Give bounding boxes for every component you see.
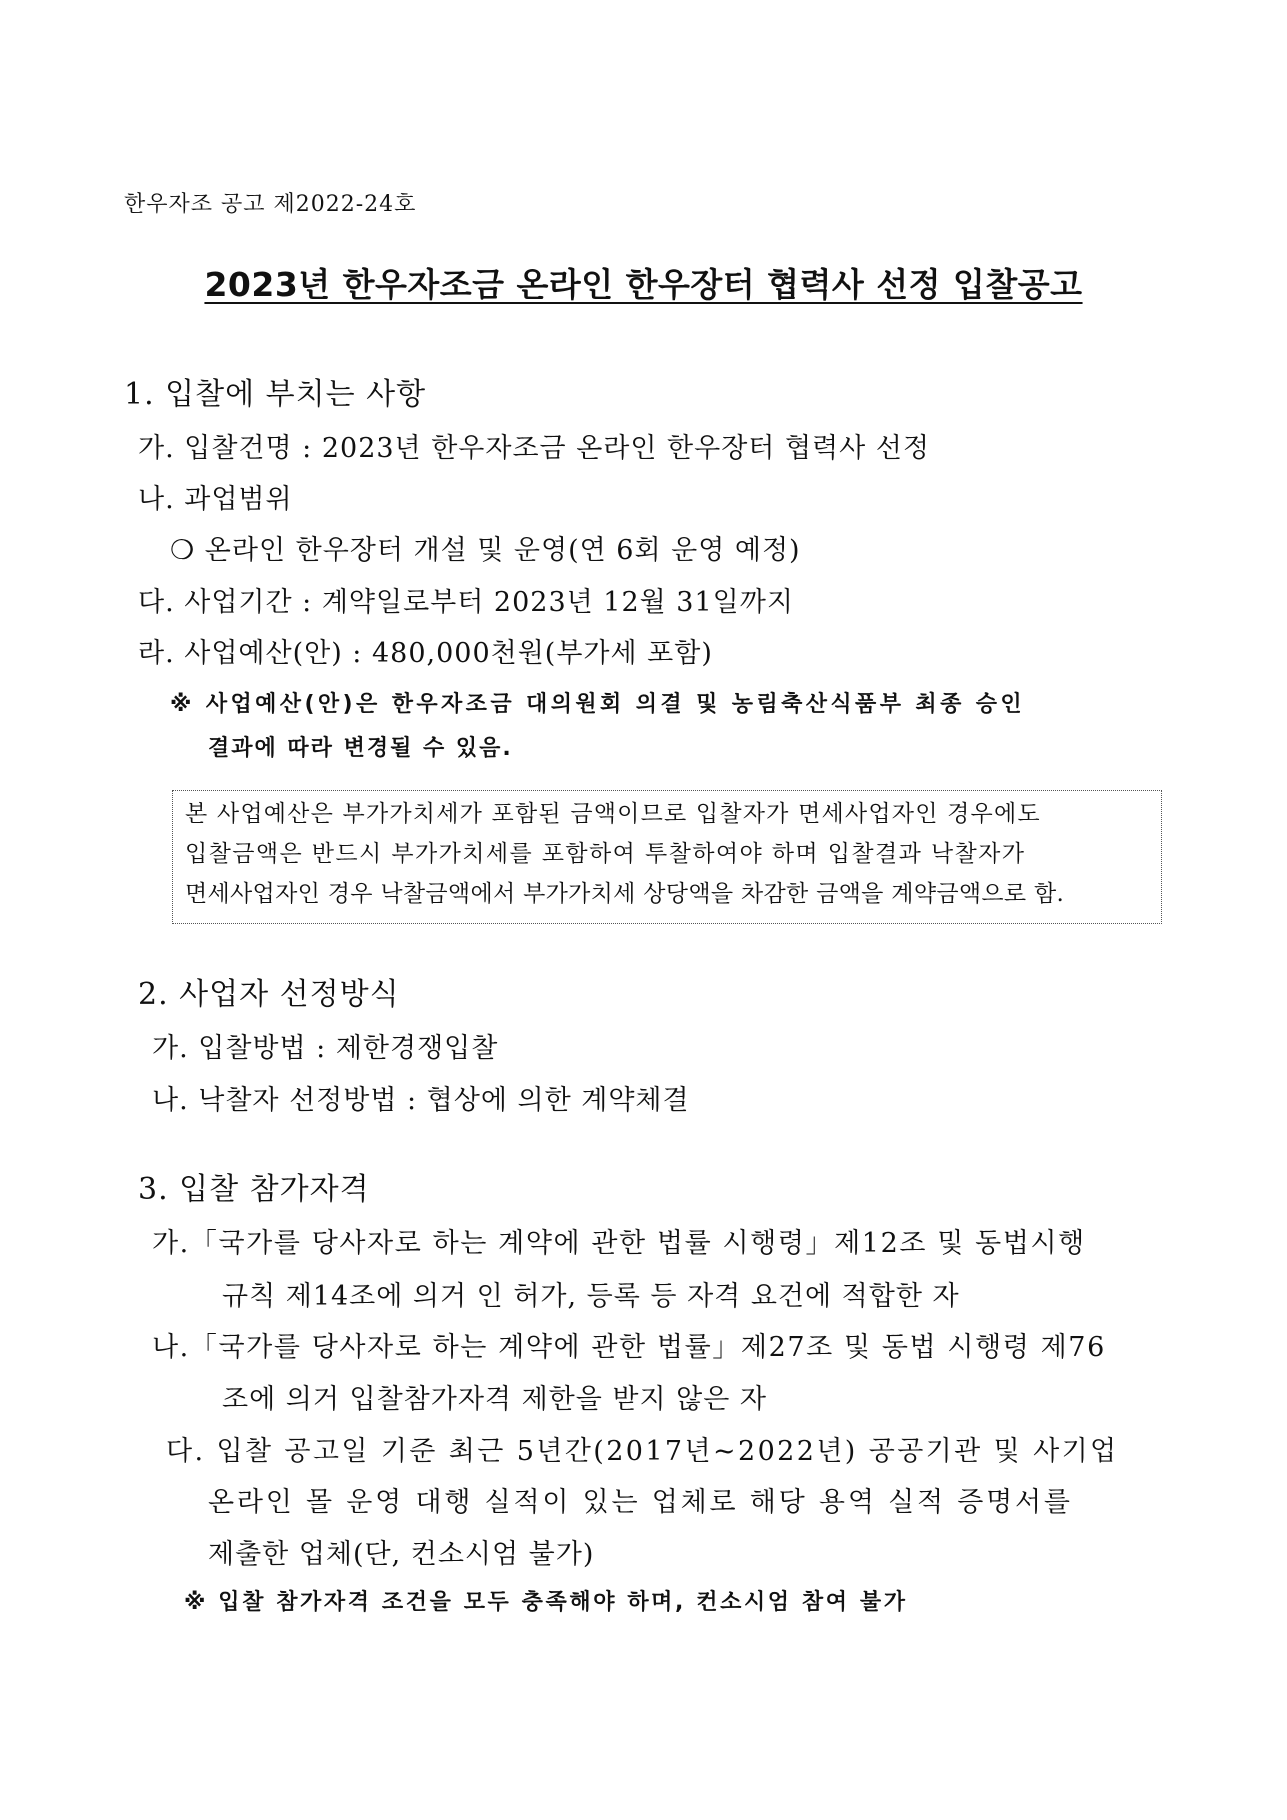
vat-notice-line-3: 면세사업자인 경우 낙찰금액에서 부가가치세 상당액을 차감한 금액을 계약금액으로 함.	[185, 881, 1065, 907]
section-1-item-ga: 가. 입찰건명 : 2023년 한우자조금 온라인 한우장터 협력사 선정	[138, 433, 930, 464]
eligibility-note: ※ 입찰 참가자격 조건을 모두 충족해야 하며, 컨소시엄 참여 불가	[184, 1590, 908, 1615]
section-3-item-da-line-2: 온라인 몰 운영 대행 실적이 있는 업체로 해당 용역 실적 증명서를	[208, 1487, 1073, 1518]
section-2-item-na: 나. 낙찰자 선정방법 : 협상에 의한 계약체결	[152, 1085, 690, 1116]
section-3-heading: 3. 입찰 참가자격	[138, 1172, 370, 1207]
section-1-item-na: 나. 과업범위	[138, 484, 293, 515]
section-1-heading: 1. 입찰에 부치는 사항	[124, 377, 427, 412]
budget-note-line-1: ※ 사업예산(안)은 한우자조금 대의원회 의결 및 농림축산식품부 최종 승인	[170, 692, 1026, 717]
notice-number: 한우자조 공고 제2022-24호	[124, 192, 417, 217]
section-3-item-da-line-1: 다. 입찰 공고일 기준 최근 5년간(2017년~2022년) 공공기관 및 사기업	[166, 1436, 1119, 1467]
scope-bullet: ❍ 온라인 한우장터 개설 및 운영(연 6회 운영 예정)	[170, 535, 801, 566]
section-3-item-da-line-3: 제출한 업체(단, 컨소시엄 불가)	[208, 1539, 595, 1570]
budget-note-line-2: 결과에 따라 변경될 수 있음.	[208, 736, 513, 761]
vat-notice-box	[172, 790, 1162, 924]
section-3-item-na-line-2: 조에 의거 입찰참가자격 제한을 받지 않은 자	[222, 1384, 767, 1415]
section-1-item-ra: 라. 사업예산(안) : 480,000천원(부가세 포함)	[138, 638, 713, 669]
vat-notice-line-1: 본 사업예산은 부가가치세가 포함된 금액이므로 입찰자가 면세사업자인 경우에도	[185, 801, 1041, 827]
section-1-item-da: 다. 사업기간 : 계약일로부터 2023년 12월 31일까지	[138, 587, 794, 618]
section-3-item-ga-line-2: 규칙 제14조에 의거 인 허가, 등록 등 자격 요건에 적합한 자	[222, 1281, 960, 1312]
section-3-item-ga-line-1: 가.「국가를 당사자로 하는 계약에 관한 법률 시행령」제12조 및 동법시행	[152, 1228, 1086, 1259]
vat-notice-line-2: 입찰금액은 반드시 부가가치세를 포함하여 투찰하여야 하며 입찰결과 낙찰자가	[185, 841, 1026, 867]
section-2-heading: 2. 사업자 선정방식	[138, 977, 400, 1012]
section-2-item-ga: 가. 입찰방법 : 제한경쟁입찰	[152, 1033, 499, 1064]
section-3-item-na-line-1: 나.「국가를 당사자로 하는 계약에 관한 법률」제27조 및 동법 시행령 제76	[152, 1332, 1106, 1363]
document-title: 2023년 한우자조금 온라인 한우장터 협력사 선정 입찰공고	[204, 265, 1083, 304]
